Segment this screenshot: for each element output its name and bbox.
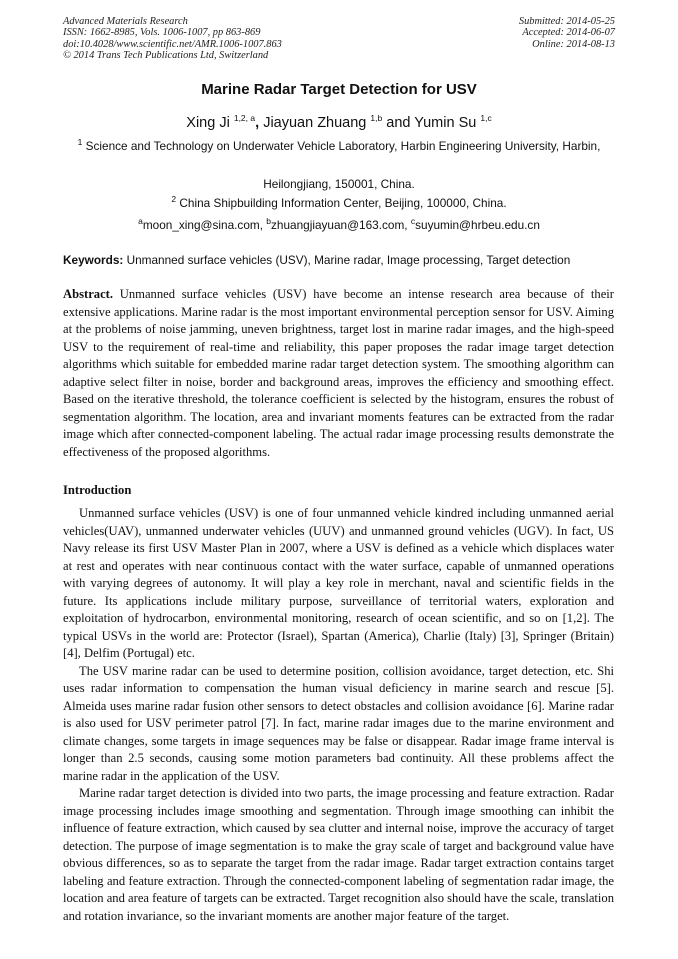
affiliation-2 <box>70 196 608 211</box>
author-2: Jiayuan Zhuang <box>263 115 367 131</box>
author-3: Yumin Su <box>414 115 477 131</box>
email-c: suyumin@hrbeu.edu.cn <box>415 218 540 232</box>
journal-header-left <box>63 16 282 62</box>
abstract <box>63 286 614 461</box>
journal-name: Advanced Materials Research <box>63 16 188 27</box>
email-c-sup: c <box>410 216 416 227</box>
affiliation-1 <box>70 139 608 154</box>
email-a: moon_xing@sina.com, <box>142 218 267 232</box>
intro-paragraph-2: The USV marine radar can be used to determine position, collision avoidance, target detection, etc. Shi uses radar information to compensation the human visual deficiency in marine search and rescue [5]. Almeida uses marine radar fusion other sensors to detect obstacles and collision avoidance [6]. Marine radar is also used for USV perimeter patrol [7]. In fact, marine radar images due to the marine environment and climate changes, some targets in image sequences may be false or disappear. Radar image frame interval is longer than 2.5 seconds, causing some motion parameters bad continuity. All these problems affect the marine radar in the application of the USV. <box>63 663 614 783</box>
keywords-label: Keywords: <box>63 253 124 267</box>
journal-header-right <box>519 16 615 50</box>
submitted-date: Submitted: 2014-05-25 <box>518 16 615 27</box>
keywords-text: Unmanned surface vehicles (USV), Marine radar, Image processing, Target detection <box>123 253 571 267</box>
author-separator: , <box>255 115 260 131</box>
affiliation-1-cont: Heilongjiang, 150001, China. <box>263 177 415 191</box>
accepted-date: Accepted: 2014-06-07 <box>522 27 615 39</box>
affiliation-1-text: Science and Technology on Underwater Vehicle Laboratory, Harbin Engineering University, Harbin, <box>85 139 601 153</box>
affiliation-2-text: China Shipbuilding Information Center, Beijing, 100000, China. <box>179 196 507 210</box>
author-and: and <box>386 115 411 131</box>
intro-paragraph-1: Unmanned surface vehicles (USV) is one of four unmanned vehicle kindred including unmanned aerial vehicles(UAV), unmanned underwater vehicles (UUV) and unmanned ground vehicles (UGV). In fact, US Navy release its first USV Master Plan in 2007, where a USV is defined as a vehicle which displaces water at rest and operates with near continuous contact with the water surface, capable of unmanned operations with varying degrees of autonomy. It will play a key role in merchant, naval and scientific fields in the future. Its applications include military purpose, surveillance of territorial waters, exploration and exploitation of hydrocarbon, environmental monitoring, research of ocean scientific, and so on [1,2]. The typical USVs in the world are: Protector (Israel), Spartan (America), Charlie (Italy) [3], Springer (Britain) [4], Delfim (Portugal) etc. <box>63 506 614 660</box>
copyright-line: © 2014 Trans Tech Publications Ltd, Switzerland <box>63 50 269 62</box>
email-b-sup: b <box>266 216 271 227</box>
email-a-sup: a <box>138 216 143 227</box>
affiliation-2-sup: 2 <box>171 194 177 205</box>
email-b: zhuangjiayuan@163.com, <box>271 218 411 232</box>
intro-paragraph-3: Marine radar target detection is divided into two parts, the image processing and feature extraction. Radar image processing includes image smoothing and segmentation. Through image smoothing can inhibit the influence of feature extraction, which caused by sea clutter and internal noise, improve the accuracy of target detection. The purpose of image segmentation is to make the gray scale of target and background value have obvious differences, so as to separate the target from the radar image. Radar target extraction contains target labeling and feature extraction. Through the connected-component labeling of segmentation radar image, the location and area feature of targets can be extracted. Target recognition also should have the scale, translation and rotation invariance, so the invariant moments are another major feature of the target. <box>63 786 614 923</box>
introduction-body <box>63 505 614 925</box>
online-date: Online: 2014-08-13 <box>532 38 615 50</box>
paper-title: Marine Radar Target Detection for USV <box>201 81 477 98</box>
abstract-text: Unmanned surface vehicles (USV) have become an intense research area because of their extensive applications. Marine radar is the most important environmental perception sensor for USV. Aiming at the problems of noise jamming, uneven brightness, target lost in marine radar images, and the high-speed USV to the requirement of real-time and reliability, this paper proposes the radar image target detection algorithms which suitable for embedded marine radar target detection system. The smoothing algorithm can adaptive select filter in noise, border and background areas, improves the efficiency and smoothing effect. Based on the iterative threshold, the tolerance coefficient is selected by the histogram, ensures the robust of segmentation algorithm. The location, area and invariant moments features can be extracted from the radar image which after connected-component labeling. The actual radar image processing results demonstrate the effectiveness of the proposed algorithms. <box>63 287 614 459</box>
author-3-sup: 1,c <box>480 113 492 124</box>
affiliation-1-sup: 1 <box>77 137 83 148</box>
issn-line: ISSN: 1662-8985, Vols. 1006-1007, pp 863-869 <box>63 27 261 39</box>
author-emails <box>0 218 678 232</box>
author-1-sup: 1,2, a <box>233 113 256 124</box>
keywords <box>63 253 623 267</box>
author-1: Xing Ji <box>186 115 230 131</box>
doi-line: doi:10.4028/www.scientific.net/AMR.1006-1007.863 <box>63 38 282 50</box>
section-heading-introduction: Introduction <box>63 483 132 497</box>
abstract-label: Abstract. <box>63 287 114 301</box>
author-2-sup: 1,b <box>370 113 383 124</box>
author-line <box>0 115 678 131</box>
